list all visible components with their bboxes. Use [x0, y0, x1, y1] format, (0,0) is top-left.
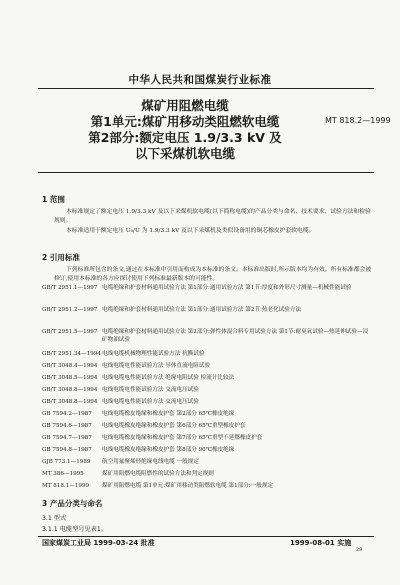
reference-code: GB/T 3048.5—1994	[42, 375, 98, 381]
reference-item	[0, 422, 400, 431]
references-intro: 下列标准所包含的条文,通过在本标准中引用而构成为本标准的条文。本标准出版时,所示版本均为有效。所有标准都会被修订,使用本标准的各方应探讨使用下列标准最新版本的可能性。	[54, 267, 372, 282]
reference-item	[0, 398, 400, 407]
reference-title: 电线电缆机械物理性能试验方法 抗撕试验	[102, 351, 205, 357]
header-rule	[38, 88, 374, 89]
reference-title: 煤矿用阻燃电缆 第1单元:煤矿用移动类阻燃软电缆 第1部分:一般规定	[102, 483, 274, 489]
reference-code: GB/T 3048.8—1994	[42, 387, 98, 393]
reference-title: 电缆绝缘和护套材料通用试验方法 第2部分:弹性体混合料专用试验方法 第1节:耐臭氧试验—热延伸试验—浸矿物油试验	[102, 329, 369, 343]
section-3-heading: 3 产品分类与命名	[42, 499, 103, 508]
reference-code: GB 7594.8—1987	[42, 447, 92, 453]
reference-item	[0, 362, 400, 371]
title-line-3: 第2部分:额定电压 1.9/3.3 kV 及	[88, 130, 282, 145]
reference-code: MT 386—1995	[42, 471, 84, 477]
reference-item	[0, 350, 400, 359]
reference-code: GB/T 2951.5—1997	[42, 329, 98, 335]
reference-item	[0, 482, 400, 491]
reference-item	[0, 434, 400, 443]
footer-rule	[38, 536, 374, 537]
reference-title: 电线电缆电性能试验方法 交流电压试验	[102, 399, 199, 405]
reference-title: 电线电缆橡皮绝缘和橡皮护套 第6部分 65℃重型橡皮护套	[102, 423, 246, 429]
reference-list	[0, 284, 400, 524]
reference-title: 电线电缆橡皮绝缘和橡皮护套 第7部分 65℃重型不延燃橡皮护套	[102, 435, 263, 441]
issuing-organization: 中华人民共和国煤炭行业标准	[128, 74, 272, 86]
standard-number: MT 818.2—1999	[325, 116, 391, 125]
clause-3-1-1: 3.1.1 电缆型号见表1。	[42, 526, 107, 533]
title-line-1: 煤矿用阻燃电缆	[141, 98, 229, 113]
reference-code: MT 818.1—1999	[42, 483, 90, 489]
title-rule	[38, 172, 374, 173]
reference-item	[0, 374, 400, 383]
section-2-heading: 2 引用标准	[42, 253, 80, 262]
scope-paragraph-1: 本标准规定了额定电压 1.9/3.3 kV 及以下采煤机软电缆(以下简称电缆)的产品分类与命名、技术要求、试验方法和检验规则。	[54, 209, 371, 224]
page-number: 29	[356, 547, 363, 553]
reference-title: 电线电缆电性能试验方法 交流电压试验	[102, 387, 199, 393]
reference-item	[0, 386, 400, 395]
approval-date: 国家煤炭工业局 1999-03-24 批准	[42, 539, 155, 547]
scope-paragraph-2: 本标准适用于额定电压 U₀/U 为 1.9/3.3 kV 及以下采煤机及类似设备用的铜芯橡皮护套软电缆。	[66, 228, 315, 234]
reference-code: GB/T 3048.4—1994	[42, 363, 98, 369]
reference-code: GB 7594.6—1987	[42, 423, 92, 429]
reference-item	[0, 470, 400, 479]
reference-title: 航空用氟聚烯烃绝缘电线电缆 一般规定	[102, 459, 199, 465]
title-line-2: 第1单元:煤矿用移动类阻燃软电缆	[90, 114, 280, 129]
reference-item	[0, 328, 400, 344]
reference-item	[0, 410, 400, 419]
section-1-heading: 1 范围	[42, 195, 65, 204]
reference-title: 电缆绝缘和护套材料通用试验方法 第1部分:通用试验方法 第2节:热老化试验方法	[102, 307, 302, 313]
reference-title: 电线电缆电性能试验方法 导体直流电阻试验	[102, 363, 211, 369]
reference-title: 电线电缆电性能试验方法 绝缘电阻试验 检流计比较法	[102, 375, 235, 381]
reference-code: GB/T 3048.8—1994	[42, 399, 98, 405]
reference-title: 煤矿用阻燃电缆阻燃性的试验方法和判定规则	[102, 471, 214, 477]
implementation-date: 1999-08-01 实施	[290, 539, 352, 547]
clause-3-1: 3.1 型式	[42, 515, 67, 522]
reference-title: 电线电缆橡皮绝缘和橡皮护套 第2部分 65℃橡皮绝缘	[102, 411, 235, 417]
reference-code: GB/T 2951.1—1997	[42, 285, 98, 291]
reference-title: 电缆绝缘和护套材料通用试验方法 第1部分:通用试验方法 第1节:厚度和外形尺寸测量—机械性能试验	[102, 285, 352, 291]
reference-code: GB 7594.7—1987	[42, 435, 92, 441]
reference-code: GB 7594.2—1987	[42, 411, 92, 417]
reference-code: GJB 773.1—1989	[42, 459, 91, 465]
reference-code: GB/T 2951.2—1997	[42, 307, 98, 313]
reference-item	[0, 458, 400, 467]
title-line-4: 以下采煤机软电缆	[134, 146, 235, 161]
reference-item	[0, 306, 400, 322]
reference-code: GB/T 2951.34—1994	[42, 351, 101, 357]
reference-item	[0, 284, 400, 300]
reference-title: 电线电缆橡皮绝缘和橡皮护套 第8部分 90℃橡皮绝缘	[102, 447, 235, 453]
reference-item	[0, 446, 400, 455]
